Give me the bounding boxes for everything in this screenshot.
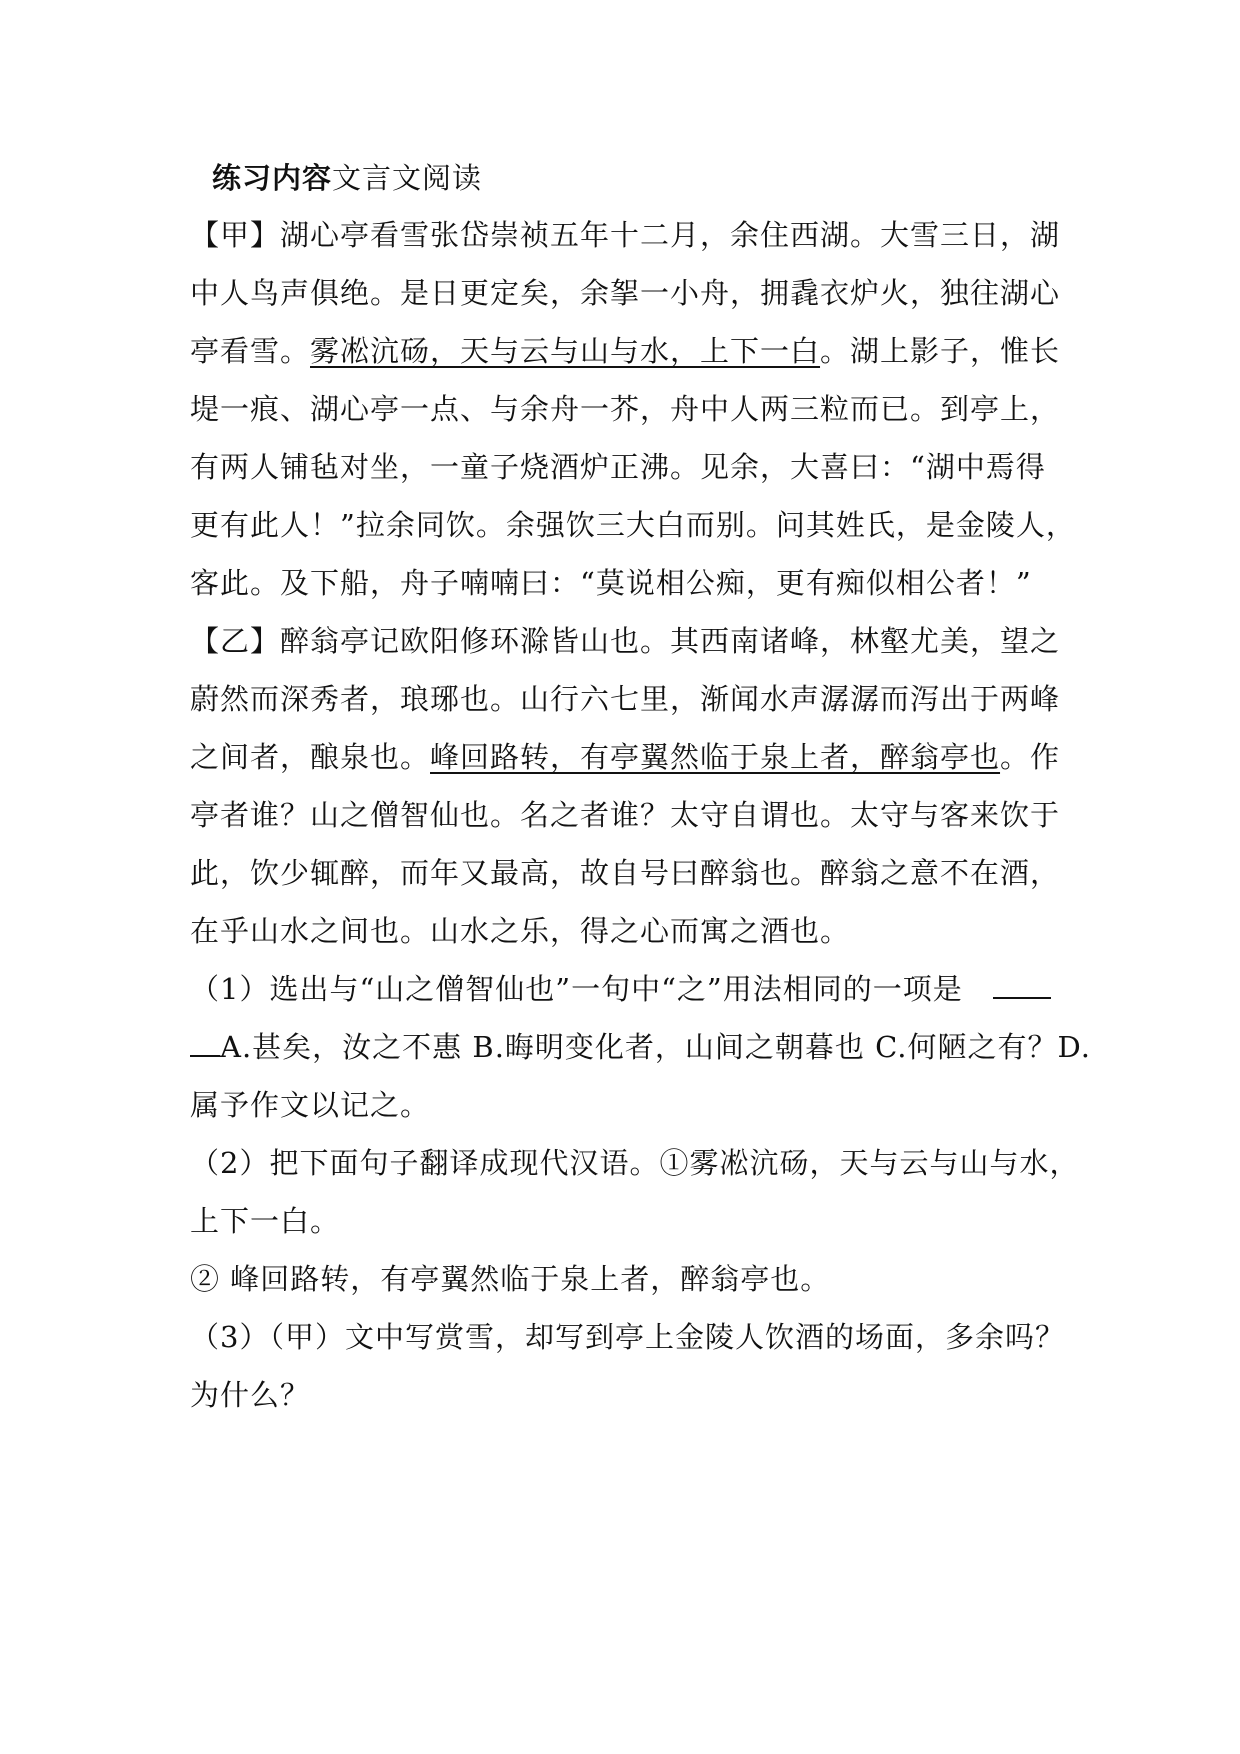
question-1-options: A.甚矣，汝之不惠 B.晦明变化者，山间之朝暮也 C.何陋之有？D. — [220, 1030, 1091, 1064]
answer-blank-continued — [190, 1027, 220, 1057]
passage-b-line-3-post: 。作 — [1000, 740, 1061, 774]
passage-b-line-2: 蔚然而深秀者，琅琊也。山行六七里，渐闻水声潺潺而泻出于两峰 — [190, 682, 1061, 716]
passage-b-line-4: 亭者谁？山之僧智仙也。名之者谁？太守自谓也。太守与客来饮于 — [190, 798, 1061, 832]
passage-a-line-1: 【甲】湖心亭看雪张岱崇祯五年十二月，余住西湖。大雪三日，湖 — [190, 218, 1061, 252]
passage-b-line-3 — [190, 737, 1060, 777]
passage-a-underlined-sentence: 雾凇沆砀，天与云与山与水，上下一白 — [310, 334, 821, 368]
question-1-prompt: （1）选出与“山之僧智仙也”一句中“之”用法相同的一项是 — [190, 972, 963, 1006]
passage-b-line-6: 在乎山水之间也。山水之乐，得之心而寓之酒也。 — [190, 914, 851, 948]
question-3-line-2: 为什么？ — [190, 1378, 311, 1412]
passage-b-line-3-pre: 之间者，酿泉也。 — [190, 740, 431, 774]
question-2-line-2: 上下一白。 — [190, 1204, 341, 1238]
passage-a-line-7: 客此。及下船，舟子喃喃曰：“莫说相公痴，更有痴似相公者！” — [190, 566, 1032, 600]
question-1-line-2 — [190, 1027, 1091, 1067]
passage-a-line-2: 中人鸟声俱绝。是日更定矣，余挐一小舟，拥毳衣炉火，独往湖心 — [190, 276, 1061, 310]
passage-a-line-4: 堤一痕、湖心亭一点、与余舟一芥，舟中人两三粒而已。到亭上， — [190, 392, 1061, 426]
passage-a-line-3-post: 。湖上影子，惟长 — [820, 334, 1061, 368]
question-2-line-3: ② 峰回路转，有亭翼然临于泉上者，醉翁亭也。 — [190, 1262, 831, 1296]
passage-b-line-1: 【乙】醉翁亭记欧阳修环滁皆山也。其西南诸峰，林壑尤美，望之 — [190, 624, 1061, 658]
passage-a-line-3 — [190, 331, 1060, 371]
question-3-line-1: （3）（甲）文中写赏雪，却写到亭上金陵人饮酒的场面，多余吗？ — [190, 1320, 1065, 1354]
title-subject: 文言文阅读 — [332, 161, 483, 195]
title-label: 练习内容 — [212, 161, 333, 195]
question-1-line-1 — [190, 969, 1051, 1009]
answer-blank — [993, 969, 1051, 999]
passage-a-line-3-pre: 亭看雪。 — [190, 334, 311, 368]
question-1-line-3: 属予作文以记之。 — [190, 1088, 431, 1122]
passage-a-line-5: 有两人铺毡对坐，一童子烧酒炉正沸。见余，大喜曰：“湖中焉得 — [190, 450, 1046, 484]
passage-b-underlined-sentence: 峰回路转，有亭翼然临于泉上者，醉翁亭也 — [430, 740, 1001, 774]
question-2-line-1: （2）把下面句子翻译成现代汉语。①雾凇沆砀，天与云与山与水， — [190, 1146, 1080, 1180]
page-title — [212, 158, 482, 198]
passage-b-line-5: 此，饮少辄醉，而年又最高，故自号曰醉翁也。醉翁之意不在酒， — [190, 856, 1061, 890]
passage-a-line-6: 更有此人！”拉余同饮。余强饮三大白而别。问其姓氏，是金陵人， — [190, 508, 1076, 542]
